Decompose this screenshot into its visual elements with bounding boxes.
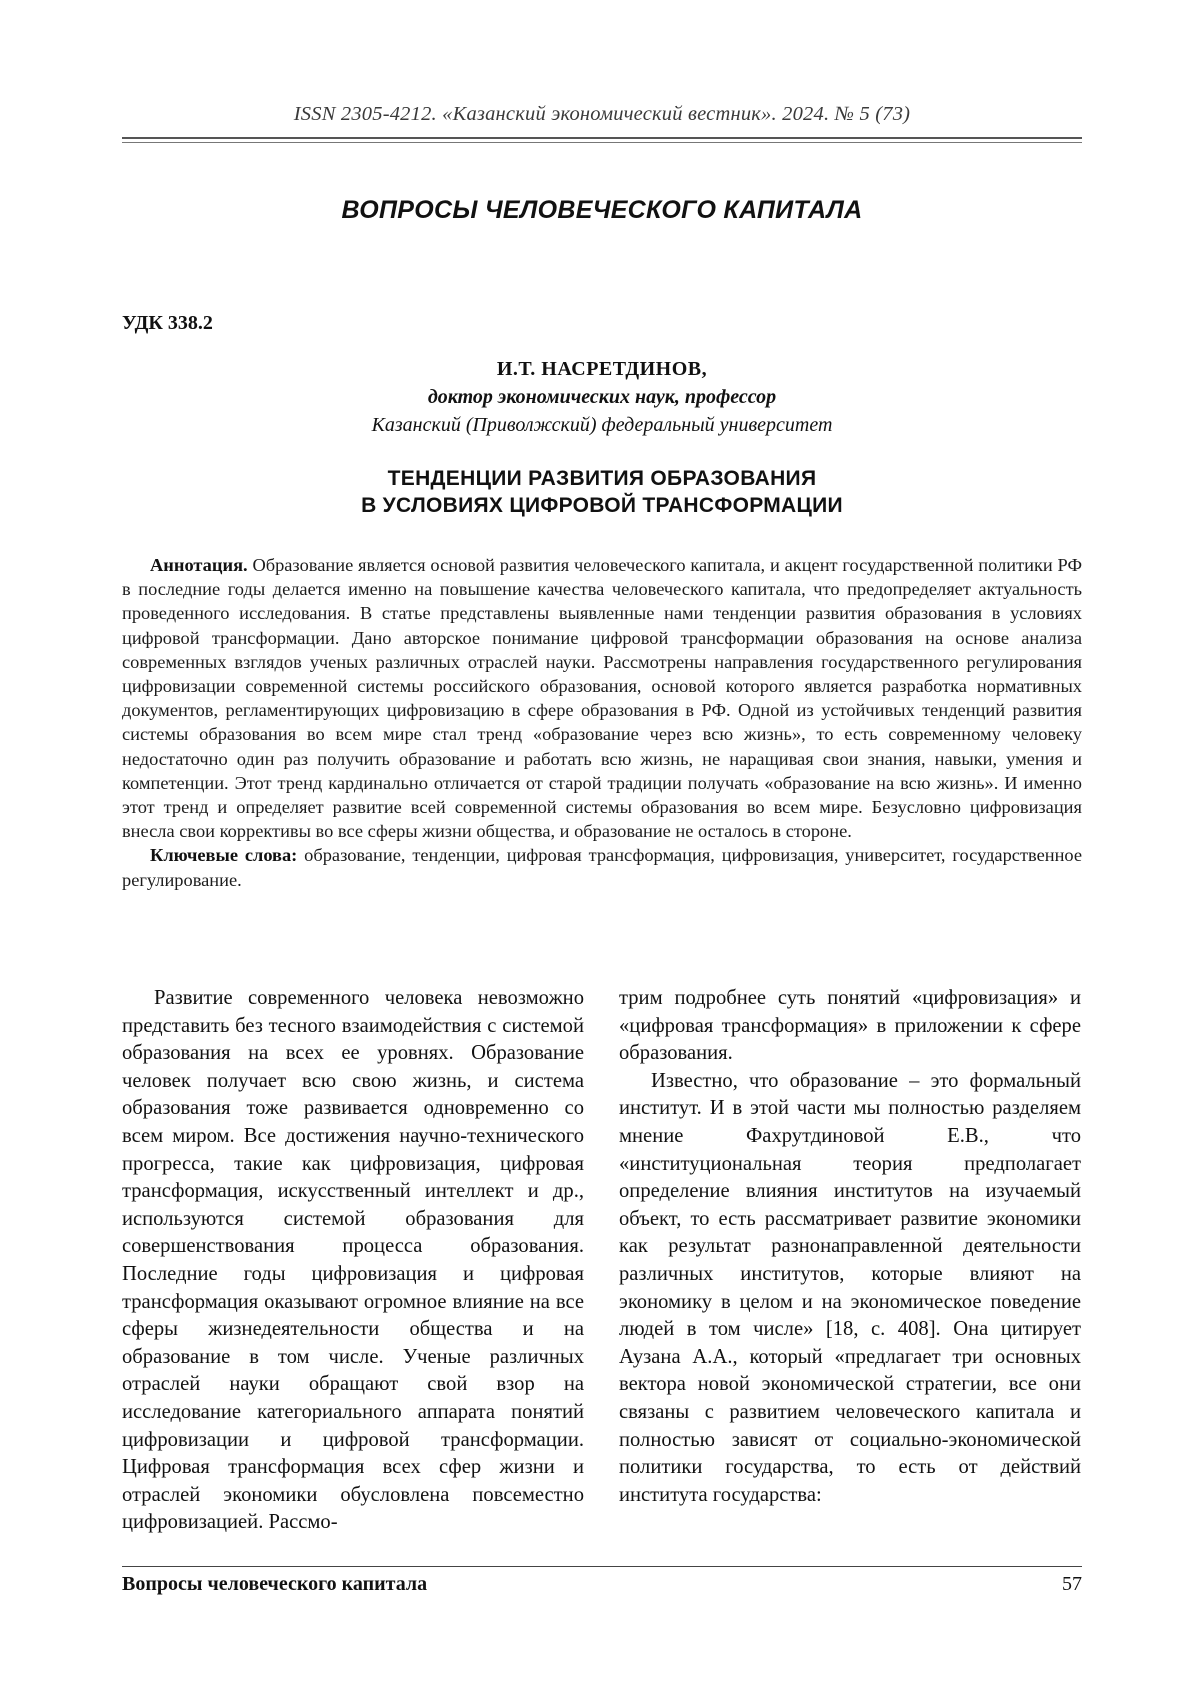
page-number: 57 <box>1062 1573 1082 1595</box>
body-column-left <box>122 985 584 1537</box>
body-paragraph: трим подробнее суть понятий «цифровизация» и «цифровая трансформация» в приложении к сфере образования. <box>619 987 1081 1065</box>
article-title <box>122 465 1082 519</box>
header-rule <box>122 137 1082 139</box>
article-title-line-2: В УСЛОВИЯХ ЦИФРОВОЙ ТРАНСФОРМАЦИИ <box>361 494 843 517</box>
running-head: ISSN 2305-4212. «Казанский экономический вестник». 2024. № 5 (73) <box>293 103 911 125</box>
header-rule-thin <box>122 142 1082 143</box>
keywords-paragraph <box>122 843 1082 891</box>
author-block <box>122 355 1082 439</box>
abstract <box>122 553 1082 892</box>
section-title: ВОПРОСЫ ЧЕЛОВЕЧЕСКОГО КАПИТАЛА <box>341 196 863 224</box>
footer-rule <box>122 1566 1082 1567</box>
body-paragraph: Известно, что образование – это формальный институт. И в этой части мы полностью разделяем мнение Фахрутдиновой Е.В., что «институциональная теория предполагает определение влияния институтов на изучаемый объект, то есть рассматривает развитие экономики как результат разнонаправленной деятельности различных институтов, которые влияют на экономику в целом и на экономическое поведение людей в том числе» [18, с. 408]. Она цитирует Аузана А.А., который «предлагает три основных вектора новой экономической стратегии, все они связаны с развитием человеческого капитала и полностью зависят от социально-экономической политики государства, то есть от действий института государства: <box>619 1069 1081 1506</box>
footer-journal-section: Вопросы человеческого капитала <box>122 1573 428 1595</box>
abstract-text: Образование является основой развития человеческого капитала, и акцент государственной политики РФ в последние годы делается именно на повышение качества человеческого капитала, что предопределяет актуальность проведенного исследования. В статье представлены выявленные нами тенденции развития образования в условиях цифровой трансформации. Дано авторское понимание цифровой трансформации образования на основе анализа современных взглядов ученых различных отраслей науки. Рассмотрены направления государственного регулирования цифровизации современной системы российского образования, основой которого является разработка нормативных документов, регламентирующих цифровизацию в сфере образования в РФ. Одной из устойчивых тенденций развития системы образования во всем мире стал тренд «образование через всю жизнь», то есть современному человеку недостаточно один раз получить образование и работать всю жизнь, не наращивая свои знания, навыки, умения и компетенции. Этот тренд кардинально отличается от старой традиции получать «образование на всю жизнь». И именно этот тренд и определяет развитие всей современной системы образования во всем мире. Безусловно цифровизация внесла свои коррективы во все сферы жизни общества, и образование не осталось в стороне. <box>122 555 1082 842</box>
keywords-text: образование, тенденции, цифровая трансформация, цифровизация, университет, государственное регулирование. <box>122 845 1082 890</box>
author-name: И.Т. НАСРЕТДИНОВ, <box>496 358 708 380</box>
abstract-paragraph <box>122 553 1082 843</box>
author-affiliation: Казанский (Приволжский) федеральный университет <box>371 414 833 436</box>
body-column-right <box>619 985 1081 1509</box>
keywords-label: Ключевые слова: <box>150 845 298 866</box>
udk-code: УДК 338.2 <box>122 312 213 334</box>
abstract-label: Аннотация. <box>150 555 248 575</box>
body-paragraph: Развитие современного человека невозможно представить без тесного взаимодействия с системой образования на всех ее уровнях. Образование человек получает всю свою жизнь, и система образования тоже развивается одновременно со всем миром. Все достижения научно-технического прогресса, такие как цифровизация, цифровая трансформация, искусственный интеллект и др., используются системой образования для совершенствования процесса образования. Последние годы цифровизация и цифровая трансформация оказывают огромное влияние на все сферы жизнедеятельности общества и на образование в том числе. Ученые различных отраслей науки обращают свой взор на исследование категориального аппарата понятий цифровизации и цифровой трансформации. Цифровая трансформация всех сфер жизни и отраслей экономики обусловлена повсеместно цифровизацией. Рассмо- <box>122 987 584 1534</box>
article-title-line-1: ТЕНДЕНЦИИ РАЗВИТИЯ ОБРАЗОВАНИЯ <box>387 467 817 490</box>
author-degree: доктор экономических наук, профессор <box>427 386 777 408</box>
